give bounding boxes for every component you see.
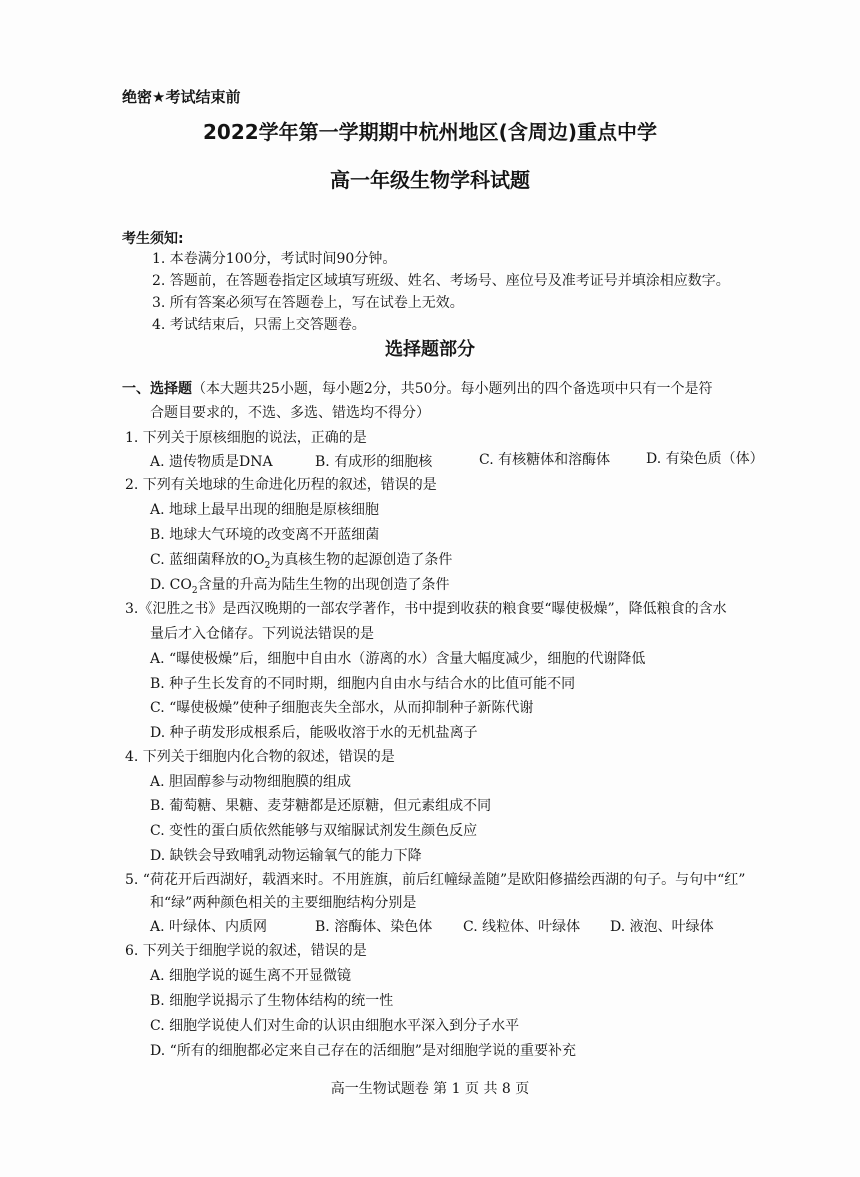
option-d: D. 种子萌发形成根系后，能吸收溶于水的无机盐离子 [150,725,478,741]
notice-heading: 考生须知: [122,231,184,247]
subscript: 2 [264,560,271,571]
option-b: B. 地球大气环境的改变离不开蓝细菌 [150,527,380,543]
option-a: A. 遗传物质是DNA [150,454,273,470]
question-5-stem-cont: 和“绿”两种颜色相关的主要细胞结构分别是 [150,895,417,911]
question-4-stem: 4. 下列关于细胞内化合物的叙述，错误的是 [125,749,395,765]
option-c-text: C. 蓝细菌释放的O [150,552,265,568]
subscript: 2 [191,585,198,596]
section-title: 选择题部分 [385,339,475,360]
option-d-text: D. CO [150,577,192,593]
question-1-stem: 1. 下列关于原核细胞的说法，正确的是 [125,430,367,446]
option-c [150,549,452,571]
option-a: A. 叶绿体、内质网 [150,919,268,935]
notice-item: 1. 本卷满分100分，考试时间90分钟。 [152,251,397,267]
option-a: A. 胆固醇参与动物细胞膜的组成 [150,774,352,790]
option-d: D. “所有的细胞都必定来自己存在的活细胞”是对细胞学说的重要补充 [150,1043,576,1059]
option-a: A. “曝使极燥”后，细胞中自由水（游离的水）含量大幅度减少，细胞的代谢降低 [150,651,646,667]
option-c: C. “曝使极燥”使种子细胞丧失全部水，从而抑制种子新陈代谢 [150,700,534,716]
question-5-stem: 5. “荷花开后西湖好，载酒来时。不用旌旗，前后红幢绿盖随”是欧阳修描绘西湖的句子。与句中“红” [125,872,746,888]
option-d: D. 缺铁会导致哺乳动物运输氧气的能力下降 [150,848,422,864]
option-c: C. 有核糖体和溶酶体 [479,452,611,468]
part-intro-text: （本大题共25小题，每小题2分，共50分。每小题列出的四个备选项中只有一个是符 [192,381,713,397]
option-d: D. 有染色质（体） [646,451,764,467]
option-d: D. 液泡、叶绿体 [610,919,714,935]
option-c: C. 变性的蛋白质依然能够与双缩脲试剂发生颜色反应 [150,823,478,839]
exam-title: 2022学年第一学期期中杭州地区(含周边)重点中学 [203,120,657,144]
page-footer: 高一生物试题卷 第 1 页 共 8 页 [330,1081,530,1097]
notice-item: 2. 答题前，在答题卷指定区域填写班级、姓名、考场号、座位号及准考证号并填涂相应数字。 [152,273,730,289]
option-b: B. 种子生长发育的不同时期，细胞内自由水与结合水的比值可能不同 [150,676,576,692]
question-3-stem-cont: 量后才入仓储存。下列说法错误的是 [150,626,374,642]
option-a: A. 细胞学说的诞生离不开显微镜 [150,968,352,984]
notice-item: 3. 所有答案必须写在答题卷上，写在试卷上无效。 [152,295,464,311]
option-c-text-cont: 为真核生物的起源创造了条件 [270,552,453,568]
option-c: C. 细胞学说使人们对生命的认识由细胞水平深入到分子水平 [150,1018,520,1034]
part-intro-cont: 合题目要求的，不选、多选、错选均不得分） [150,405,430,421]
option-d-text-cont: 含量的升高为陆生生物的出现创造了条件 [197,577,450,593]
exam-subtitle: 高一年级生物学科试题 [330,168,530,192]
part-label: 一、选择题 [122,381,192,397]
option-d [150,574,450,596]
option-b: B. 有成形的细胞核 [315,454,433,470]
option-a: A. 地球上最早出现的细胞是原核细胞 [150,502,380,518]
option-b: B. 葡萄糖、果糖、麦芽糖都是还原糖，但元素组成不同 [150,798,492,814]
question-2-stem: 2. 下列有关地球的生命进化历程的叙述，错误的是 [125,477,437,493]
question-6-stem: 6. 下列关于细胞学说的叙述，错误的是 [125,943,367,959]
part-intro [122,378,713,398]
option-c: C. 线粒体、叶绿体 [463,919,581,935]
question-3-stem: 3.《氾胜之书》是西汉晚期的一部农学著作，书中提到收获的粮食要“曝使极燥”，降低粮食的含水 [125,601,727,617]
notice-item: 4. 考试结束后，只需上交答题卷。 [152,317,366,333]
confidential-label: 绝密★考试结束前 [122,88,241,106]
option-b: B. 溶酶体、染色体 [315,919,433,935]
option-b: B. 细胞学说揭示了生物体结构的统一性 [150,993,394,1009]
